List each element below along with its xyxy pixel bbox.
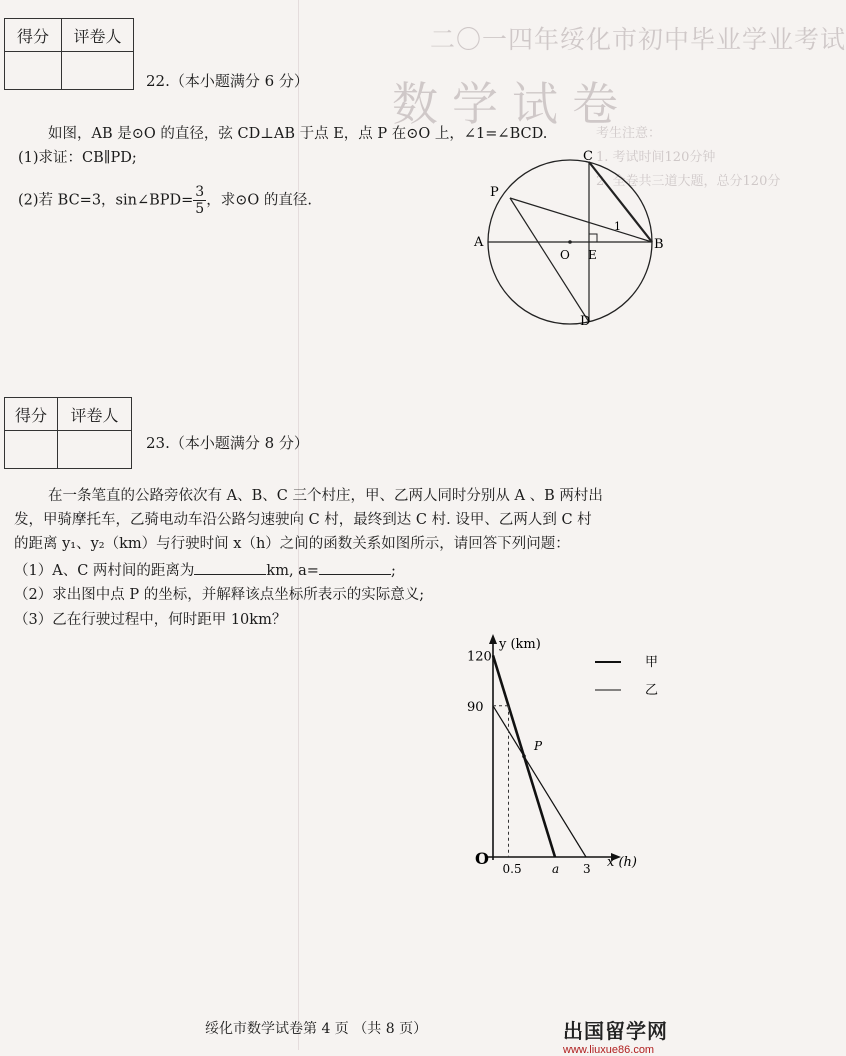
right-angle-mark <box>589 234 597 242</box>
x-tick-label: a <box>552 862 560 876</box>
page-footer: 绥化市数学试卷第 4 页 （共 8 页） <box>205 1021 428 1037</box>
watermark-url: www.liuxue86.com <box>563 1044 655 1056</box>
grader-label: 评卷人 <box>58 398 132 431</box>
label-p: P <box>490 185 499 200</box>
grader-label: 评卷人 <box>62 19 134 52</box>
fraction-denominator: 5 <box>195 201 205 217</box>
answer-blank-distance[interactable] <box>194 559 266 575</box>
ghost-subject: 数学试卷 <box>392 77 632 131</box>
score-label: 得分 <box>5 398 58 431</box>
segment-pd <box>510 198 589 322</box>
point-p-label: P <box>534 739 543 754</box>
fraction <box>193 184 206 217</box>
q22-part2 <box>18 184 312 217</box>
label-b: B <box>654 237 664 252</box>
x-tick-label: 3 <box>583 862 591 876</box>
score-cell[interactable] <box>5 52 62 90</box>
q22-stem: 如图，AB 是⊙O 的直径，弦 CD⊥AB 于点 E，点 P 在⊙O 上，∠1=∠BCD. <box>48 126 548 142</box>
label-a: A <box>474 235 484 250</box>
y-tick-label: 120 <box>467 649 492 665</box>
q23-line-graph <box>455 628 685 876</box>
q23-q2: （2）求出图中点 P 的坐标，并解释该点坐标所表示的实际意义; <box>14 587 425 603</box>
grader-cell[interactable] <box>62 52 134 90</box>
q23-q1-unit: km, a= <box>266 563 319 579</box>
label-o: O <box>560 248 570 262</box>
q23-stem-line: 发，甲骑摩托车，乙骑电动车沿公路匀速驶向 C 村，最终到达 C 村. 设甲、乙两人到 C 村 <box>14 512 592 528</box>
q23-q1 <box>14 559 396 581</box>
x-axis-label: x (h) <box>607 855 637 870</box>
q23-q1-text: （1）A、C 两村间的距离为 <box>14 563 195 579</box>
q23-stem-line: 在一条笔直的公路旁依次有 A、B、C 三个村庄，甲、乙两人同时分别从 A 、B 两村出 <box>48 488 603 504</box>
label-angle-1: 1 <box>614 220 621 233</box>
series-line-yi <box>493 706 586 857</box>
label-d: D <box>580 314 591 329</box>
ghost-title: 二〇一四年绥化市初中毕业学业考试 <box>430 25 846 54</box>
y-axis-label: y (km) <box>499 637 541 652</box>
watermark <box>563 1015 668 1056</box>
q22-title: 22.（本小题满分 6 分） <box>146 72 309 90</box>
score-box-q23 <box>4 397 132 469</box>
q22-part2-tail: ，求⊙O 的直径. <box>206 192 312 209</box>
label-e: E <box>588 248 597 262</box>
ghost-line: 1. 考试时间120分钟 <box>596 150 716 165</box>
q23-title: 23.（本小题满分 8 分） <box>146 434 309 452</box>
q22-part1: (1)求证：CB∥PD; <box>18 150 137 166</box>
center-dot <box>568 240 572 244</box>
score-cell[interactable] <box>5 431 58 469</box>
y-axis-arrow <box>489 634 497 644</box>
fraction-numerator: 3 <box>195 184 205 200</box>
origin-label: O <box>475 849 489 868</box>
point-p <box>522 754 526 758</box>
legend-label-yi: 乙 <box>645 683 659 698</box>
q23-q1-end: ; <box>390 563 396 579</box>
q23-stem-line: 的距离 y₁、y₂（km）与行驶时间 x（h）之间的函数关系如图所示，请回答下列问题： <box>14 536 570 552</box>
q23-q3: （3）乙在行驶过程中，何时距甲 10km？ <box>14 612 287 628</box>
score-box-q22 <box>4 18 134 90</box>
answer-blank-a[interactable] <box>319 559 391 575</box>
x-tick-label: 0.5 <box>502 862 522 876</box>
ghost-line: 2. 全卷共三道大题，总分120分 <box>596 174 781 189</box>
grader-cell[interactable] <box>58 431 132 469</box>
watermark-brand: 出国留学网 <box>563 1021 668 1043</box>
q22-circle-figure <box>470 150 670 330</box>
label-c: C <box>583 149 593 164</box>
legend-label-jia: 甲 <box>645 655 659 670</box>
ghost-line: 考生注意： <box>596 126 662 141</box>
y-tick-label: 90 <box>467 699 484 715</box>
segment-pb <box>510 198 652 242</box>
q22-part2-text: (2)若 BC=3，sin∠BPD= <box>18 192 194 209</box>
score-label: 得分 <box>5 19 62 52</box>
